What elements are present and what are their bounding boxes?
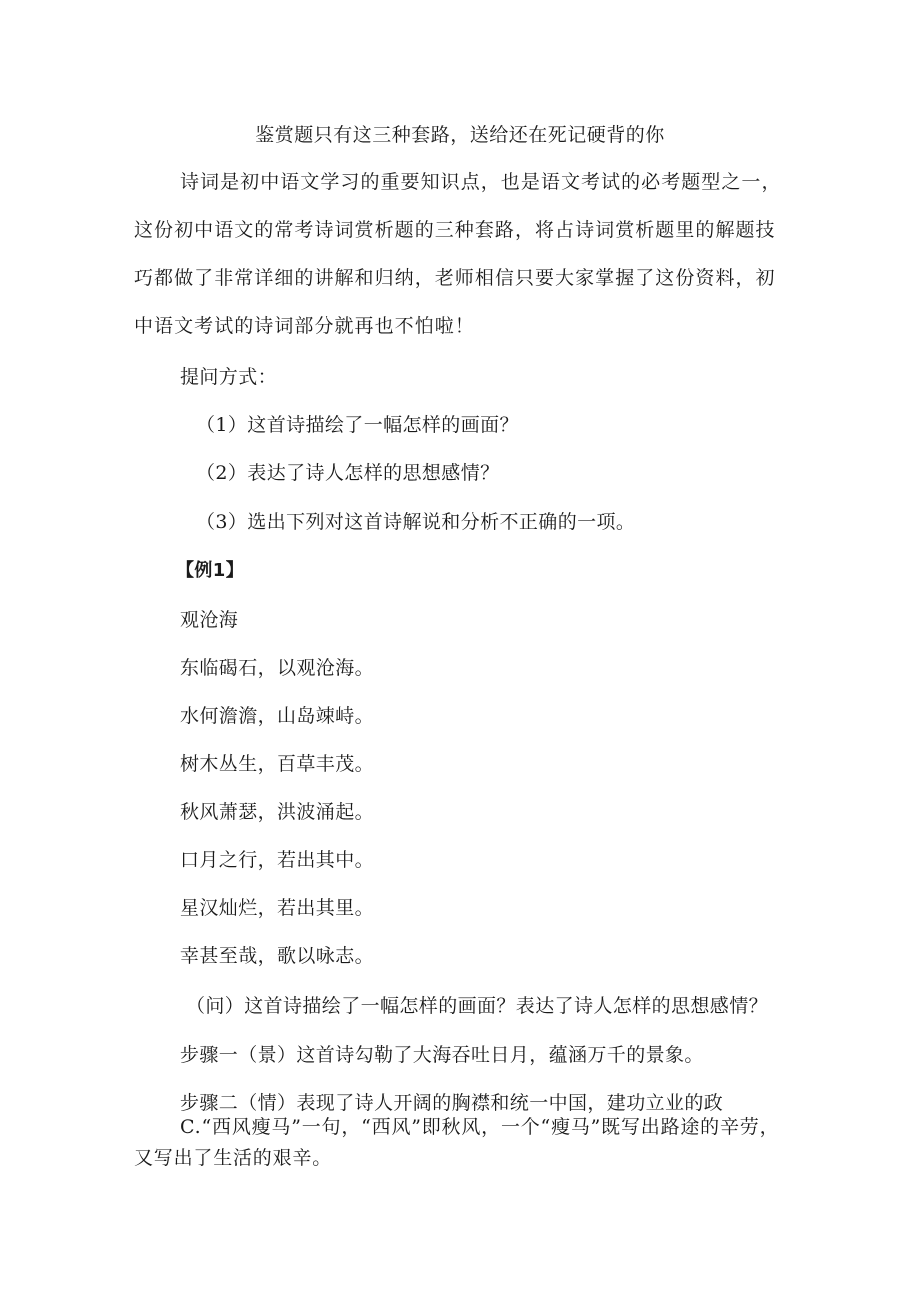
question-1: （1）这首诗描绘了一幅怎样的画面？ — [196, 414, 519, 436]
question-prompt: （问）这首诗描绘了一幅怎样的画面？表达了诗人怎样的思想感情？ — [186, 995, 769, 1017]
poem-line: 水何澹澹，山岛竦峙。 — [180, 705, 375, 727]
question-2: （2）表达了诗人怎样的思想感情？ — [196, 462, 500, 484]
step-one: 步骤一（景）这首诗勾勒了大海吞吐日月，蕴涵万千的景象。 — [180, 1044, 704, 1066]
poem-line: 树木丛生，百草丰茂。 — [180, 753, 375, 775]
poem-line: 星汉灿烂，若出其里。 — [180, 897, 375, 919]
poem-line: 秋风萧瑟，洪波涌起。 — [180, 801, 375, 823]
document-title: 鉴赏题只有这三种套路，送给还在死记硬背的你 — [255, 124, 665, 146]
poem-line: 口月之行，若出其中。 — [180, 849, 375, 871]
step-two: 步骤二（情）表现了诗人开阔的胸襟和统一中国，建功立业的政 — [180, 1092, 724, 1114]
question-3: （3）选出下列对这首诗解说和分析不正确的一项。 — [196, 511, 636, 533]
answer-option-c: C.“西风瘦马”一句，“西风”即秋风，一个“瘦马”既写出路途的辛劳，又写出了生活的艰辛。 — [134, 1116, 780, 1169]
example-label: 【例1】 — [176, 560, 245, 581]
ask-heading: 提问方式： — [180, 366, 278, 388]
poem-title: 观沧海 — [180, 609, 239, 631]
intro-paragraph: 诗词是初中语文学习的重要知识点，也是语文考试的必考题型之一，这份初中语文的常考诗词赏析题的三种套路，将占诗词赏析题里的解题技巧都做了非常详细的讲解和归纳，老师相信只要大家掌握了这份资料，初中语文考试的诗词部分就再也不怕啦！ — [134, 171, 782, 337]
poem-line: 幸甚至哉，歌以咏志。 — [180, 945, 375, 967]
poem-line: 东临碣石，以观沧海。 — [180, 657, 375, 679]
